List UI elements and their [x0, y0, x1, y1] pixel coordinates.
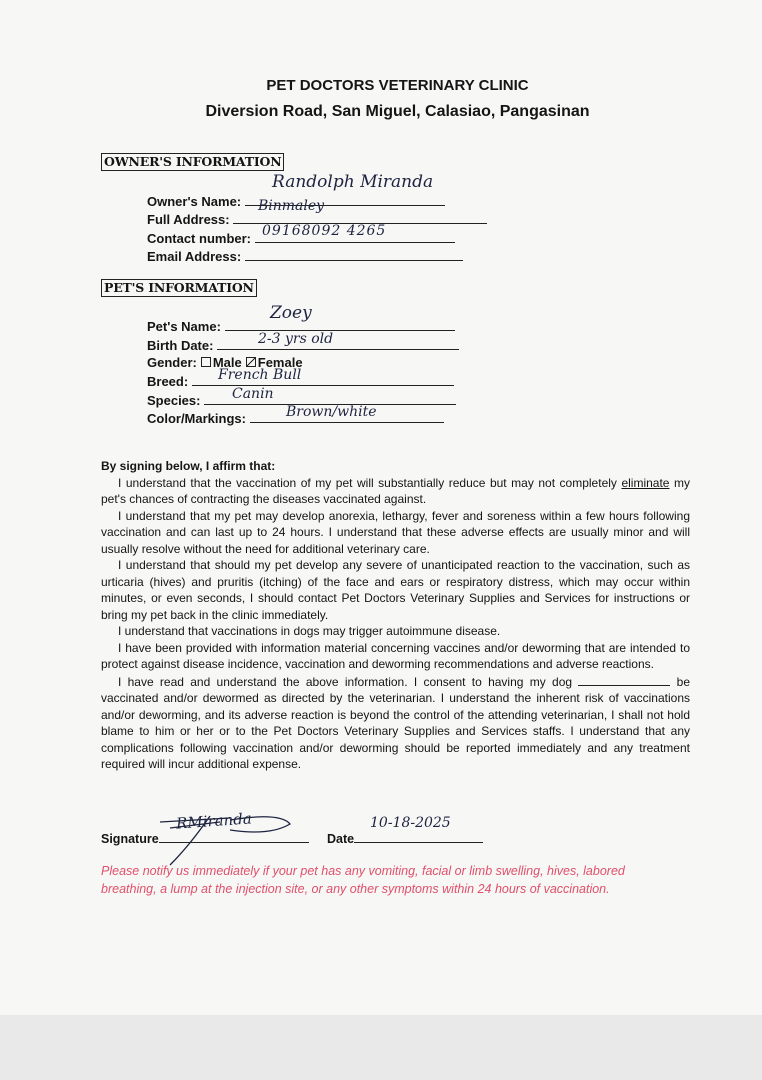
signature-label: Signature	[101, 832, 159, 846]
date-value: 10-18-2025	[370, 815, 451, 831]
owner-email-field[interactable]	[147, 248, 463, 265]
consent-paragraph-4: I understand that vaccinations in dogs may trigger autoimmune disease.	[118, 624, 501, 638]
dog-name-blank[interactable]	[578, 673, 670, 686]
pet-birth-value: 2-3 yrs old	[258, 331, 334, 347]
female-checkbox[interactable]	[246, 357, 256, 367]
pet-color-value: Brown/white	[286, 404, 377, 420]
pet-birth-label: Birth Date:	[147, 338, 214, 353]
female-label: Female	[257, 355, 303, 370]
post-vaccination-notice: Please notify us immediately if your pet has any vomiting, facial or limb swelling, hives, labored breathing, a lump at the injection site, or any other symptoms within 24 hours of vaccination.	[101, 864, 625, 896]
owner-address-value: Binmaley	[258, 198, 325, 214]
consent-paragraph-2: I understand that my pet may develop anorexia, lethargy, fever and soreness within a few hours following vaccination and can last up to 24 hours. I understand that these adverse effects are usually minor and will usually resolve without the need for additional veterinary care.	[101, 508, 690, 556]
pet-color-field[interactable]	[147, 410, 444, 427]
pet-species-label: Species:	[147, 393, 201, 408]
male-label: Male	[212, 355, 242, 370]
consent-paragraph-5: I have been provided with information material concerning vaccines and/or deworming that are intended to protect against disease incidence, vaccination and deworming recommendations and adverse reactions.	[101, 640, 690, 671]
consent-paragraph-6: I have read and understand the above information. I consent to having my dog be vaccinated and/or dewormed as directed by the veterinarian. I understand the inherent risk of vaccinations and/or deworming, and its adverse reaction is beyond the control of the attending veterinarian, I shall not hold blame to him or her or to the Pet Doctors Veterinary Supplies and Services staffs. I understand that any complications following vaccination and/or deworming should be reported immediately and any treatment required will incur additional expense.	[101, 674, 690, 771]
male-checkbox[interactable]	[201, 357, 211, 367]
owner-name-label: Owner's Name:	[147, 194, 242, 209]
signature-field[interactable]	[101, 830, 309, 847]
pet-breed-label: Breed:	[147, 374, 189, 389]
pet-section-title: PET'S INFORMATION	[101, 279, 257, 297]
consent-lead: By signing below, I affirm that:	[101, 459, 276, 473]
pet-birth-field[interactable]	[147, 337, 459, 354]
consent-paragraph-1: I understand that the vaccination of my pet will substantially reduce but may not completely eliminate my pet's chances of contracting the diseases vaccinated against.	[101, 475, 690, 506]
owner-email-label: Email Address:	[147, 249, 242, 264]
owner-contact-field[interactable]	[147, 230, 455, 247]
owner-contact-label: Contact number:	[147, 231, 251, 246]
scan-margin	[0, 1015, 762, 1080]
date-label: Date	[327, 832, 355, 846]
pet-breed-field[interactable]	[147, 373, 454, 390]
clinic-address: Diversion Road, San Miguel, Calasiao, Pangasinan	[205, 103, 590, 120]
pet-name-label: Pet's Name:	[147, 319, 221, 334]
owner-name-value: Randolph Miranda	[272, 172, 434, 192]
consent-paragraph-3: I understand that should my pet develop any severe of unanticipated reaction to the vaccination, such as urticaria (hives) and pruritis (itching) of the face and ears or respiratory distress, which may occur within minutes, or even seconds, I should contact Pet Doctors Veterinary Supplies and Services for instructions or bring my pet back in the clinic immediately.	[101, 558, 690, 622]
pet-gender-label: Gender:	[147, 355, 197, 370]
pet-breed-value: French Bull	[218, 367, 302, 383]
pet-name-value: Zoey	[270, 303, 312, 323]
owner-section-title: OWNER'S INFORMATION	[101, 153, 284, 171]
clinic-name: PET DOCTORS VETERINARY CLINIC	[266, 77, 529, 94]
signature-mark: RMiranda	[175, 809, 253, 833]
owner-address-label: Full Address:	[147, 212, 230, 227]
owner-contact-value: 09168092 4265	[262, 223, 387, 239]
consent-text	[101, 458, 690, 773]
pet-color-label: Color/Markings:	[147, 411, 246, 426]
date-field[interactable]	[327, 830, 483, 847]
pet-species-value: Canin	[232, 386, 274, 402]
